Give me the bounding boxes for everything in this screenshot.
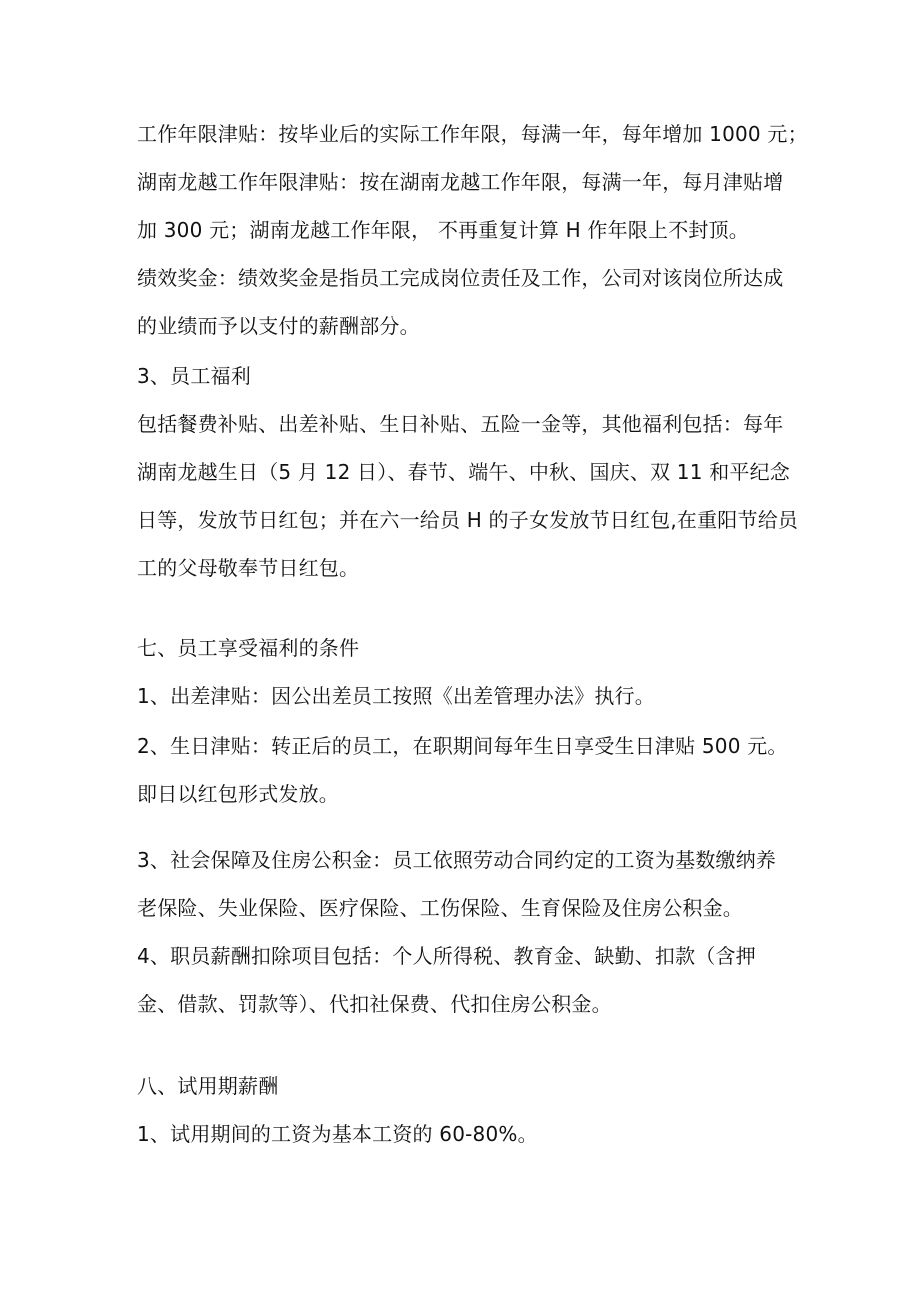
paragraph-company-seniority-allowance: 湖南龙越工作年限津贴：按在湖南龙越工作年限，每满一年，每月津贴增 [137, 170, 784, 194]
paragraph-company-seniority-allowance-cont: 加 300 元；湖南龙越工作年限， 不再重复计算 H 作年限上不封顶。 [137, 218, 749, 242]
item-birthday-allowance-cont: 即日以红包形式发放。 [137, 782, 339, 806]
item-birthday-allowance: 2、生日津贴：转正后的员工，在职期间每年生日享受生日津贴 500 元。 [137, 734, 788, 758]
item-social-security-cont: 老保险、失业保险、医疗保险、工伤保险、生育保险及住房公积金。 [137, 896, 743, 920]
heading-employee-benefits: 3、员工福利 [137, 364, 251, 388]
paragraph-benefits: 包括餐费补贴、出差补贴、生日补贴、五险一金等，其他福利包括：每年 [137, 412, 784, 436]
paragraph-benefits-cont-2: 日等，发放节日红包；并在六一给员 H 的子女发放节日红包,在重阳节给员 [137, 508, 799, 532]
item-social-security: 3、社会保障及住房公积金：员工依照劳动合同约定的工资为基数缴纳养 [137, 848, 777, 872]
heading-benefit-conditions: 七、员工享受福利的条件 [137, 636, 360, 660]
heading-probation-salary: 八、试用期薪酬 [137, 1074, 279, 1098]
paragraph-performance-bonus-cont: 的业绩而予以支付的薪酬部分。 [137, 314, 420, 338]
paragraph-benefits-cont-3: 工的父母敬奉节日红包。 [137, 556, 360, 580]
item-probation-salary: 1、试用期间的工资为基本工资的 60-80%。 [137, 1122, 538, 1146]
item-salary-deductions-cont: 金、借款、罚款等）、代扣社保费、代扣住房公积金。 [137, 992, 612, 1016]
paragraph-benefits-cont-1: 湖南龙越生日（5 月 12 日）、春节、端午、中秋、国庆、双 11 和平纪念 [137, 460, 791, 484]
paragraph-performance-bonus: 绩效奖金：绩效奖金是指员工完成岗位责任及工作，公司对该岗位所达成 [137, 266, 784, 290]
item-travel-allowance: 1、出差津贴：因公出差员工按照《出差管理办法》执行。 [137, 684, 655, 708]
paragraph-seniority-allowance: 工作年限津贴：按毕业后的实际工作年限，每满一年，每年增加 1000 元； [137, 122, 808, 146]
item-salary-deductions: 4、职员薪酬扣除项目包括：个人所得税、教育金、缺勤、扣款（含押 [137, 944, 756, 968]
